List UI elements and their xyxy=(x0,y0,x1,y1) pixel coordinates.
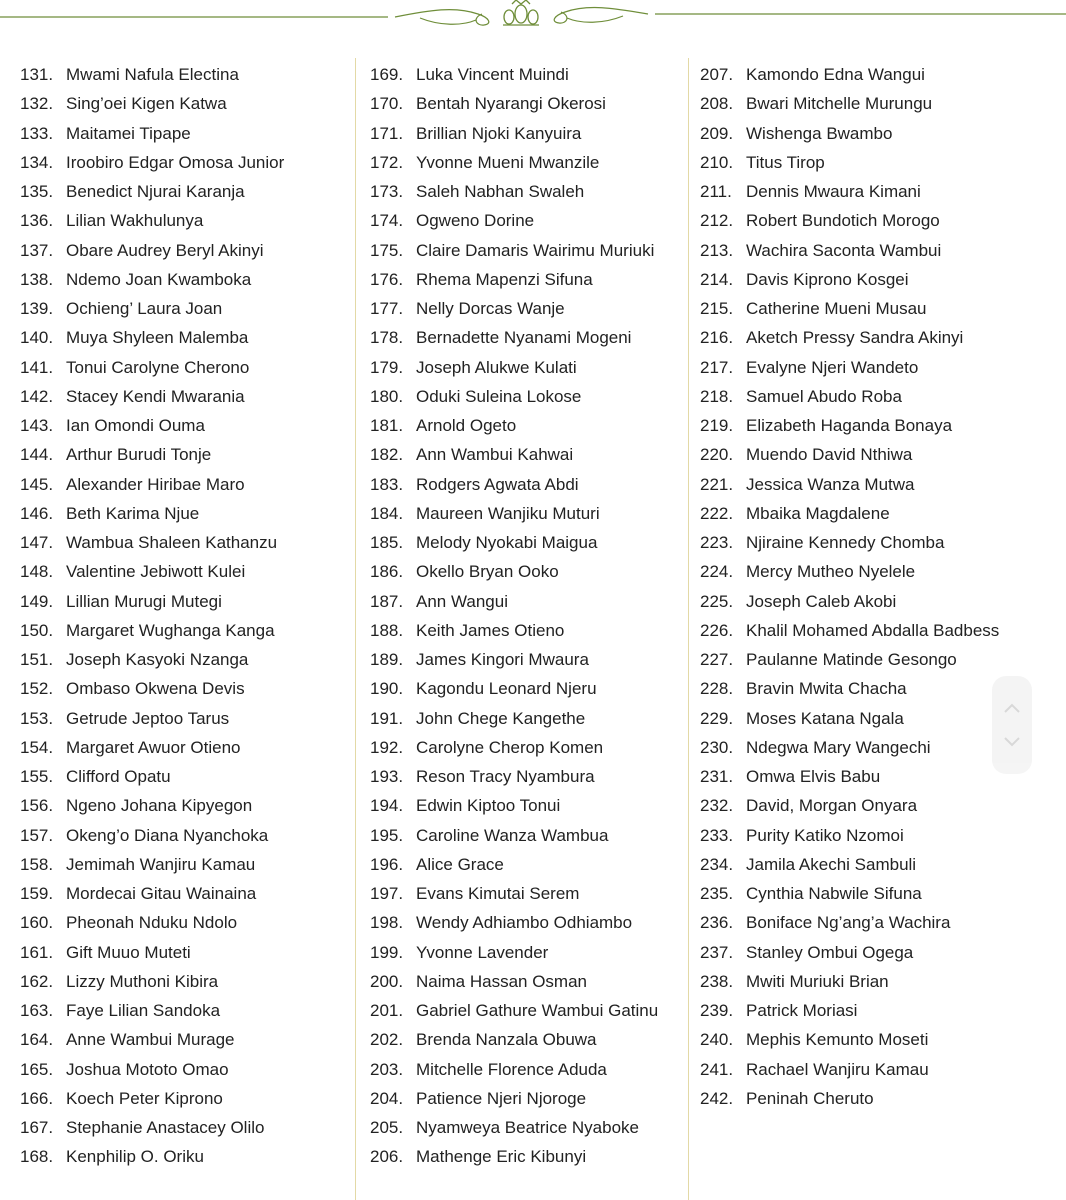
entry-number: 224. xyxy=(700,562,734,582)
entry-name: Rachael Wanjiru Kamau xyxy=(746,1059,929,1079)
entry-name: Wishenga Bwambo xyxy=(746,123,893,143)
entry-name: Mbaika Magdalene xyxy=(746,503,890,523)
entry-number: 167. xyxy=(20,1118,54,1137)
entry-number: 234. xyxy=(700,854,734,874)
entry-name: Patrick Moriasi xyxy=(746,1001,858,1020)
entry-number: 145. xyxy=(20,474,54,494)
entry-number: 223. xyxy=(700,533,734,552)
entry-name: Ngeno Johana Kipyegon xyxy=(66,796,253,816)
entry-name: Maureen Wanjiku Muturi xyxy=(416,503,600,523)
entry-number: 166. xyxy=(20,1088,54,1108)
entry-number: 199. xyxy=(370,942,404,962)
entry-name: Pheonah Nduku Ndolo xyxy=(66,913,238,933)
entry-name: Tonui Carolyne Cherono xyxy=(66,357,250,377)
entry-name: Ann Wambui Kahwai xyxy=(416,445,574,465)
chevron-up-icon[interactable] xyxy=(1003,702,1021,714)
entry-name: Aketch Pressy Sandra Akinyi xyxy=(746,328,964,348)
entry-name: Valentine Jebiwott Kulei xyxy=(66,562,246,582)
entry-name: Bernadette Nyanami Mogeni xyxy=(416,328,632,348)
entry-name: Keith James Otieno xyxy=(416,620,565,640)
entry-number: 174. xyxy=(370,211,404,231)
entry-number: 131. xyxy=(20,65,54,84)
entry-number: 200. xyxy=(370,971,404,991)
ornament-crest-icon xyxy=(503,0,539,25)
entry-number: 227. xyxy=(700,650,734,669)
entry-number: 225. xyxy=(700,591,734,611)
entry-number: 180. xyxy=(370,386,404,406)
entry-number: 209. xyxy=(700,123,734,143)
entry-number: 189. xyxy=(370,650,404,669)
entry-number: 137. xyxy=(20,240,54,260)
entry-number: 201. xyxy=(370,1001,404,1020)
entry-number: 226. xyxy=(700,620,734,640)
entry-number: 218. xyxy=(700,386,734,406)
entry-name: Robert Bundotich Morogo xyxy=(746,211,940,231)
entry-number: 187. xyxy=(370,591,404,611)
header-ornament xyxy=(0,0,1066,40)
entry-name: Stacey Kendi Mwarania xyxy=(66,386,245,406)
entry-name: Mercy Mutheo Nyelele xyxy=(746,562,916,582)
entry-number: 220. xyxy=(700,445,734,465)
entry-number: 203. xyxy=(370,1059,404,1079)
entry-name: Boniface Ng’ang’a Wachira xyxy=(746,913,951,933)
entry-name: Beth Karima Njue xyxy=(66,503,200,523)
entry-name: Carolyne Cherop Komen xyxy=(416,737,604,757)
entry-name: Elizabeth Haganda Bonaya xyxy=(746,416,953,435)
entry-name: Titus Tirop xyxy=(746,152,825,172)
entry-number: 139. xyxy=(20,299,54,318)
entry-name: Mathenge Eric Kibunyi xyxy=(416,1147,587,1167)
entry-number: 136. xyxy=(20,211,54,231)
entry-number: 194. xyxy=(370,796,404,816)
entry-number: 142. xyxy=(20,386,54,406)
entry-name: Bravin Mwita Chacha xyxy=(746,679,907,699)
entry-name: Arthur Burudi Tonje xyxy=(66,445,212,465)
entry-number: 241. xyxy=(700,1059,734,1079)
entry-name: Okeng’o Diana Nyanchoka xyxy=(66,825,269,845)
entry-number: 195. xyxy=(370,825,404,845)
entry-number: 170. xyxy=(370,94,404,114)
entry-name: Stephanie Anastacey Olilo xyxy=(66,1118,265,1137)
entry-number: 222. xyxy=(700,503,734,523)
entry-number: 141. xyxy=(20,357,54,377)
entry-name: Ian Omondi Ouma xyxy=(66,416,205,435)
entry-number: 219. xyxy=(700,416,734,435)
entry-name: Kagondu Leonard Njeru xyxy=(416,679,597,699)
entry-name: Caroline Wanza Wambua xyxy=(416,825,609,845)
entry-name: Kamondo Edna Wangui xyxy=(746,65,925,84)
entry-name: Saleh Nabhan Swaleh xyxy=(416,182,585,201)
entry-name: Mitchelle Florence Aduda xyxy=(416,1059,607,1079)
entry-number: 202. xyxy=(370,1030,404,1050)
entry-number: 162. xyxy=(20,971,54,991)
entry-number: 192. xyxy=(370,737,404,757)
entry-number: 208. xyxy=(700,94,734,114)
entry-number: 147. xyxy=(20,533,54,552)
entry-number: 134. xyxy=(20,152,54,172)
entry-name: Melody Nyokabi Maigua xyxy=(416,533,598,552)
entry-name: Purity Katiko Nzomoi xyxy=(746,825,904,845)
entry-number: 140. xyxy=(20,328,54,348)
entry-name: Naima Hassan Osman xyxy=(416,971,588,991)
entry-number: 211. xyxy=(700,182,732,201)
chevron-down-icon[interactable] xyxy=(1003,736,1021,748)
entry-name: Reson Tracy Nyambura xyxy=(416,767,595,786)
entry-number: 146. xyxy=(20,503,54,523)
entry-number: 132. xyxy=(20,94,54,114)
entry-name: Faye Lilian Sandoka xyxy=(66,1001,221,1020)
entry-name: Oduki Suleina Lokose xyxy=(416,386,582,406)
entry-name: Nelly Dorcas Wanje xyxy=(416,299,565,318)
entry-name: Lizzy Muthoni Kibira xyxy=(66,971,219,991)
column-divider-right xyxy=(688,58,689,1200)
entry-number: 155. xyxy=(20,767,54,786)
entry-name: Edwin Kiptoo Tonui xyxy=(416,796,561,816)
entry-name: Jamila Akechi Sambuli xyxy=(746,854,917,874)
entry-name: Ndegwa Mary Wangechi xyxy=(746,737,931,757)
entry-name: Nyamweya Beatrice Nyaboke xyxy=(416,1118,639,1137)
entry-number: 173. xyxy=(370,182,404,201)
entry-name: Claire Damaris Wairimu Muriuki xyxy=(416,240,655,260)
entry-name: Margaret Wughanga Kanga xyxy=(66,620,275,640)
entry-name: Getrude Jeptoo Tarus xyxy=(66,708,230,728)
entry-number: 148. xyxy=(20,562,54,582)
entry-number: 205. xyxy=(370,1118,404,1137)
entry-name: Jessica Wanza Mutwa xyxy=(746,474,915,494)
entry-number: 242. xyxy=(700,1088,734,1108)
entry-name: Luka Vincent Muindi xyxy=(416,65,569,84)
entry-name: Rodgers Agwata Abdi xyxy=(416,474,579,494)
entry-name: David, Morgan Onyara xyxy=(746,796,918,816)
entry-number: 168. xyxy=(20,1147,54,1167)
entry-name: Lillian Murugi Mutegi xyxy=(66,591,222,611)
entry-number: 233. xyxy=(700,825,734,845)
entry-number: 143. xyxy=(20,416,54,435)
entry-number: 157. xyxy=(20,825,54,845)
entry-number: 232. xyxy=(700,796,734,816)
entry-name: Ann Wangui xyxy=(416,591,508,611)
entry-number: 163. xyxy=(20,1001,54,1020)
entry-number: 238. xyxy=(700,971,734,991)
entry-number: 179. xyxy=(370,357,404,377)
entry-number: 190. xyxy=(370,679,404,699)
entry-number: 185. xyxy=(370,533,404,552)
entry-name: Iroobiro Edgar Omosa Junior xyxy=(66,152,285,172)
entry-number: 210. xyxy=(700,152,734,172)
entry-name: Alexander Hiribae Maro xyxy=(66,474,245,494)
entry-name: John Chege Kangethe xyxy=(416,708,586,728)
entry-name: Gift Muuo Muteti xyxy=(66,942,191,962)
entry-number: 159. xyxy=(20,884,54,903)
entry-name: Joseph Kasyoki Nzanga xyxy=(66,650,249,669)
entry-name: Joshua Mototo Omao xyxy=(66,1059,229,1079)
entry-name: Lilian Wakhulunya xyxy=(66,211,204,231)
entry-name: Khalil Mohamed Abdalla Badbess xyxy=(746,620,1000,640)
entry-name: Dennis Mwaura Kimani xyxy=(746,182,921,201)
entry-number: 214. xyxy=(700,269,734,289)
entry-number: 175. xyxy=(370,240,404,260)
entry-name: Ombaso Okwena Devis xyxy=(66,679,245,699)
entry-number: 135. xyxy=(20,182,54,201)
entry-name: Yvonne Mueni Mwanzile xyxy=(416,152,600,172)
entry-name: Peninah Cheruto xyxy=(746,1088,874,1108)
entry-number: 172. xyxy=(370,152,404,172)
entry-number: 161. xyxy=(20,942,54,962)
entry-number: 184. xyxy=(370,503,404,523)
entry-name: Omwa Elvis Babu xyxy=(746,767,881,786)
entry-name: Wendy Adhiambo Odhiambo xyxy=(416,913,633,933)
entry-number: 171. xyxy=(370,123,404,143)
column-divider-left xyxy=(355,58,356,1200)
entry-number: 239. xyxy=(700,1001,734,1020)
entry-name: Ndemo Joan Kwamboka xyxy=(66,269,252,289)
entry-name: Brenda Nanzala Obuwa xyxy=(416,1030,597,1050)
scroll-control[interactable] xyxy=(992,676,1032,774)
entry-number: 216. xyxy=(700,328,734,348)
entry-number: 188. xyxy=(370,620,404,640)
entry-name: Okello Bryan Ooko xyxy=(416,562,559,582)
entry-name: Patience Njeri Njoroge xyxy=(416,1088,587,1108)
entry-number: 138. xyxy=(20,269,54,289)
entry-number: 178. xyxy=(370,328,404,348)
entry-number: 165. xyxy=(20,1059,54,1079)
entry-name: Evalyne Njeri Wandeto xyxy=(746,357,919,377)
entry-number: 236. xyxy=(700,913,734,933)
entry-number: 164. xyxy=(20,1030,54,1050)
entry-name: Stanley Ombui Ogega xyxy=(746,942,914,962)
entry-number: 235. xyxy=(700,884,734,903)
entry-number: 160. xyxy=(20,913,54,933)
entry-name: Benedict Njurai Karanja xyxy=(66,182,245,201)
entry-number: 181. xyxy=(370,416,404,435)
entry-name: Evans Kimutai Serem xyxy=(416,884,580,903)
entry-name: Cynthia Nabwile Sifuna xyxy=(746,884,922,903)
entry-number: 193. xyxy=(370,767,404,786)
entry-number: 150. xyxy=(20,620,54,640)
entry-name: Obare Audrey Beryl Akinyi xyxy=(66,240,264,260)
entry-name: Ogweno Dorine xyxy=(416,211,535,231)
entry-number: 240. xyxy=(700,1030,734,1050)
entry-name: Alice Grace xyxy=(416,854,504,874)
entry-name: Rhema Mapenzi Sifuna xyxy=(416,269,593,289)
entry-number: 229. xyxy=(700,708,734,728)
entry-number: 153. xyxy=(20,708,54,728)
entry-number: 230. xyxy=(700,737,734,757)
entry-number: 212. xyxy=(700,211,734,231)
entry-number: 237. xyxy=(700,942,734,962)
entry-name: Catherine Mueni Musau xyxy=(746,299,927,318)
entry-number: 186. xyxy=(370,562,404,582)
entry-name: Arnold Ogeto xyxy=(416,416,517,435)
entry-name: Muendo David Nthiwa xyxy=(746,445,913,465)
entry-number: 204. xyxy=(370,1088,404,1108)
entry-name: Samuel Abudo Roba xyxy=(746,386,902,406)
entry-name: Wambua Shaleen Kathanzu xyxy=(66,533,278,552)
entry-number: 213. xyxy=(700,240,734,260)
entry-name: Davis Kiprono Kosgei xyxy=(746,269,909,289)
entry-name: Maitamei Tipape xyxy=(66,123,191,143)
entry-name: Bwari Mitchelle Murungu xyxy=(746,94,933,114)
entry-number: 196. xyxy=(370,854,404,874)
entry-name: Kenphilip O. Oriku xyxy=(66,1147,204,1167)
entry-number: 152. xyxy=(20,679,54,699)
entry-number: 215. xyxy=(700,299,734,318)
entry-number: 191. xyxy=(370,708,404,728)
entry-number: 206. xyxy=(370,1147,404,1167)
entry-number: 207. xyxy=(700,65,734,84)
entry-number: 177. xyxy=(370,299,404,318)
entry-name: Koech Peter Kiprono xyxy=(66,1088,223,1108)
entry-number: 176. xyxy=(370,269,404,289)
entry-name: Joseph Caleb Akobi xyxy=(746,591,897,611)
entry-number: 154. xyxy=(20,737,54,757)
entry-name: Mwiti Muriuki Brian xyxy=(746,971,889,991)
entry-name: Wachira Saconta Wambui xyxy=(746,240,942,260)
entry-number: 169. xyxy=(370,65,404,84)
entry-number: 182. xyxy=(370,445,404,465)
entry-name: Mordecai Gitau Wainaina xyxy=(66,884,257,903)
entry-number: 183. xyxy=(370,474,404,494)
entry-name: Njiraine Kennedy Chomba xyxy=(746,533,945,552)
entry-number: 156. xyxy=(20,796,54,816)
entry-name: Margaret Awuor Otieno xyxy=(66,737,241,757)
entry-name: Sing’oei Kigen Katwa xyxy=(66,94,227,114)
entry-name: James Kingori Mwaura xyxy=(416,650,589,669)
entry-number: 198. xyxy=(370,913,404,933)
entry-name: Bentah Nyarangi Okerosi xyxy=(416,94,606,114)
ornament-flourish-right xyxy=(554,8,648,24)
entry-name: Paulanne Matinde Gesongo xyxy=(746,650,957,669)
entry-number: 231. xyxy=(700,767,734,786)
entry-name: Mephis Kemunto Moseti xyxy=(746,1030,929,1050)
entry-number: 197. xyxy=(370,884,404,903)
entry-name: Anne Wambui Murage xyxy=(66,1030,235,1050)
entry-name: Joseph Alukwe Kulati xyxy=(416,357,577,377)
entry-name: Ochieng’ Laura Joan xyxy=(66,299,223,318)
ornament-flourish-left xyxy=(395,10,489,26)
entry-name: Moses Katana Ngala xyxy=(746,708,904,728)
entry-number: 228. xyxy=(700,679,734,699)
entry-name: Mwami Nafula Electina xyxy=(66,65,239,84)
entry-name: Brillian Njoki Kanyuira xyxy=(416,123,582,143)
entry-number: 151. xyxy=(20,650,54,669)
entry-name: Gabriel Gathure Wambui Gatinu xyxy=(416,1001,659,1020)
entry-number: 133. xyxy=(20,123,54,143)
entry-name: Clifford Opatu xyxy=(66,767,171,786)
entry-number: 221. xyxy=(700,474,734,494)
entry-name: Jemimah Wanjiru Kamau xyxy=(66,854,256,874)
entry-name: Yvonne Lavender xyxy=(416,942,549,962)
entry-number: 217. xyxy=(700,357,734,377)
entry-number: 158. xyxy=(20,854,54,874)
entry-name: Muya Shyleen Malemba xyxy=(66,328,249,348)
entry-number: 149. xyxy=(20,591,54,611)
entry-number: 144. xyxy=(20,445,54,465)
